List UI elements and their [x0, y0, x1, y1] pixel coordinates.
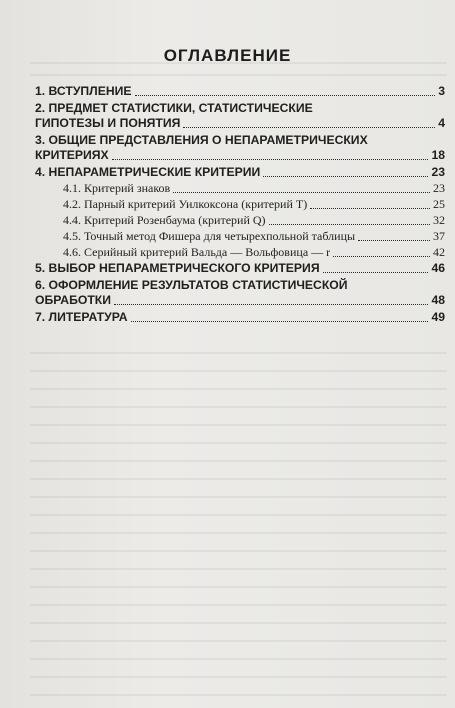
toc-entry-text: КРИТЕРИЯХ — [35, 148, 109, 162]
toc-page-number: 37 — [433, 229, 445, 243]
toc-entry-text: ОБРАБОТКИ — [35, 293, 111, 307]
toc-entry-text: 4.1. Критерий знаков — [63, 181, 171, 195]
toc-entry[interactable] — [35, 261, 445, 276]
toc-page-number: 49 — [431, 310, 445, 324]
toc-subentry[interactable] — [35, 213, 445, 228]
toc-entry-text: 4.6. Серийный критерий Вальда — Вольфовица — r — [63, 245, 331, 259]
toc-page-number: 23 — [433, 181, 445, 195]
toc-entry[interactable] — [35, 133, 445, 163]
toc-page-number: 25 — [433, 197, 445, 211]
dot-leader — [358, 240, 430, 241]
toc-entry-text: 3. ОБЩИЕ ПРЕДСТАВЛЕНИЯ О НЕПАРАМЕТРИЧЕСКИХ — [35, 133, 368, 147]
dot-leader — [269, 224, 430, 225]
toc-subentry[interactable] — [35, 229, 445, 244]
toc-page-number: 48 — [431, 293, 445, 307]
toc-entry-text: 1. ВСТУПЛЕНИЕ — [35, 84, 132, 98]
dot-leader — [310, 208, 430, 209]
toc-entry[interactable] — [35, 101, 445, 131]
toc-subentry[interactable] — [35, 181, 445, 196]
toc-entry-text: 5. ВЫБОР НЕПАРАМЕТРИЧЕСКОГО КРИТЕРИЯ — [35, 261, 320, 275]
toc-page-number: 18 — [431, 148, 445, 162]
dot-leader — [131, 321, 429, 322]
toc-page-number: 3 — [438, 84, 445, 98]
toc-entry-text: 4. НЕПАРАМЕТРИЧЕСКИЕ КРИТЕРИИ — [35, 165, 261, 179]
dot-leader — [173, 192, 430, 193]
table-of-contents — [35, 84, 445, 325]
dot-leader — [135, 95, 436, 96]
dot-leader — [323, 272, 429, 273]
toc-entry[interactable] — [35, 84, 445, 99]
toc-title: ОГЛАВЛЕНИЕ — [163, 46, 292, 65]
toc-subentry[interactable] — [35, 245, 445, 260]
toc-entry-text: 4.4. Критерий Розенбаума (критерий Q) — [63, 213, 266, 227]
toc-page-number: 32 — [433, 213, 445, 227]
toc-entry-text: ГИПОТЕЗЫ И ПОНЯТИЯ — [35, 116, 181, 130]
toc-entry[interactable] — [35, 278, 445, 308]
toc-page-number: 42 — [433, 245, 445, 259]
toc-subentry[interactable] — [35, 197, 445, 212]
dot-leader — [333, 256, 430, 257]
toc-page-number: 46 — [431, 261, 445, 275]
toc-entry-text: 4.2. Парный критерий Уилкоксона (критерий T) — [63, 197, 308, 211]
dot-leader — [112, 159, 429, 160]
toc-page-number: 23 — [431, 165, 445, 179]
toc-entry[interactable] — [35, 165, 445, 180]
dot-leader — [263, 176, 428, 177]
toc-entry-text: 4.5. Точный метод Фишера для четырехпольной таблицы — [63, 229, 356, 243]
toc-entry-text: 7. ЛИТЕРАТУРА — [35, 310, 128, 324]
toc-page-number: 4 — [438, 116, 445, 130]
dot-leader — [114, 304, 428, 305]
dot-leader — [183, 127, 435, 128]
toc-entry[interactable] — [35, 310, 445, 325]
toc-entry-text: 6. ОФОРМЛЕНИЕ РЕЗУЛЬТАТОВ СТАТИСТИЧЕСКОЙ — [35, 278, 348, 292]
toc-entry-text: 2. ПРЕДМЕТ СТАТИСТИКИ, СТАТИСТИЧЕСКИЕ — [35, 101, 313, 115]
